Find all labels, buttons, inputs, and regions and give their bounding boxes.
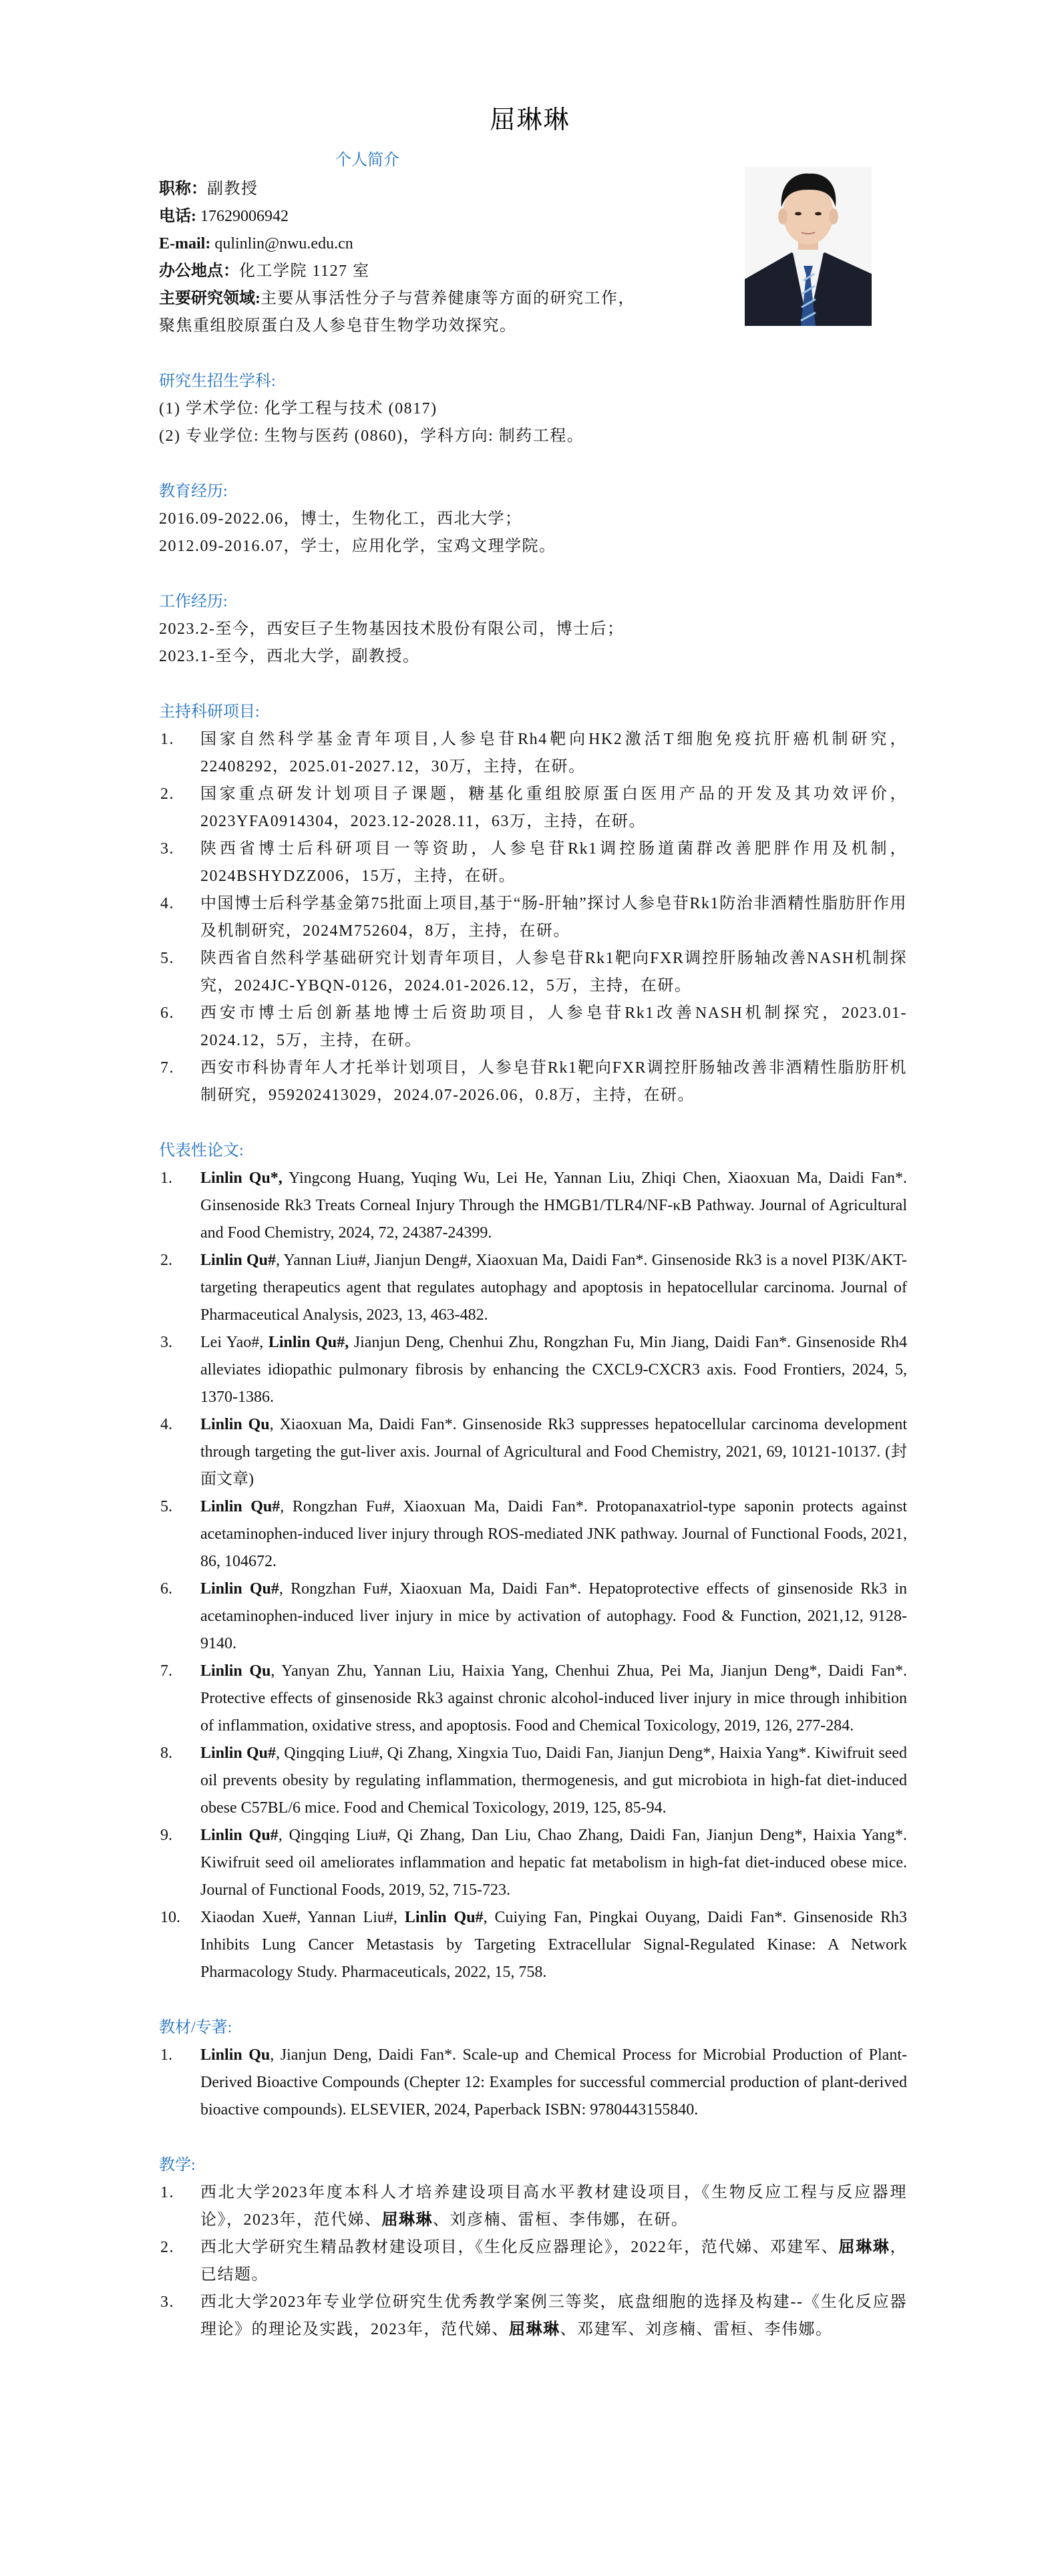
item-number: 6.: [160, 1580, 172, 1598]
item-text: 、刘彦楠、雷桓、李伟娜，在研。: [433, 2211, 689, 2229]
item-number: 6.: [160, 1004, 174, 1022]
item-text-pre: Xiaodan Xue#, Yannan Liu#,: [200, 1909, 405, 1926]
field-label: 职称：: [159, 180, 207, 198]
item-number: 2.: [160, 1252, 172, 1269]
item-text: Yingcong Huang, Yuqing Wu, Lei He, Yannan Liu, Zhiqi Chen, Xiaoxuan Ma, Daidi Fan*. Ginsenoside Rk3 Treats Corneal Injury Through the HMGB1/TLR4/NF-κB Pathway. Journal of Agricultural and Food Chemistry, 2024, 72, 24387-24399.: [200, 1169, 907, 1242]
item-number: 1.: [160, 731, 174, 748]
email-link[interactable]: qulinlin@nwu.edu.cn: [210, 235, 353, 252]
item-text: Jianjun Deng, Chenhui Zhu, Rongzhan Fu, Min Jiang, Daidi Fan*. Ginsenoside Rh4 alleviates idiopathic pulmonary fibrosis by enhancing the CXCL9-CXCR3 axis. Food Frontiers, 2024, 5, 1370-1386.: [200, 1334, 907, 1406]
item-number: 2.: [160, 2239, 174, 2256]
highlighted-author: Linlin Qu*,: [200, 1169, 283, 1187]
item-number: 7.: [160, 1662, 172, 1680]
item-number: 1.: [160, 1169, 172, 1187]
item-text: , Qingqing Liu#, Qi Zhang, Xingxia Tuo, Daidi Fan, Jianjun Deng*, Haixia Yang*. Kiwifruit seed oil prevents obesity by regulating inflammation, thermogenesis, and gut microbiota in high-fat diet-induced obese C57BL/6 mice. Food and Chemical Toxicology, 2019, 125, 85-94.: [200, 1744, 907, 1817]
field-office: [159, 258, 907, 285]
item-text: , Xiaoxuan Ma, Daidi Fan*. Ginsenoside Rk3 suppresses hepatocellular carcinoma development through targeting the gut-liver axis. Journal of Agricultural and Food Chemistry, 2021, 69, 10121-10137. (封面文章): [200, 1416, 907, 1488]
page-title: 屈琳琳: [490, 106, 570, 134]
item-text: , Yannan Liu#, Jianjun Deng#, Xiaoxuan Ma, Daidi Fan*. Ginsenoside Rk3 is a novel PI3K/AKT-targeting therapeutics agent that regulates autophagy and apoptosis in hepatocellular carcinoma. Journal of Pharmaceutical Analysis, 2023, 13, 463-482.: [200, 1252, 907, 1324]
highlighted-author: 屈琳琳: [381, 2211, 433, 2229]
field-label: 主要研究领域:: [159, 290, 260, 307]
field-phone: [159, 203, 907, 230]
project-item: [159, 890, 907, 945]
item-number: 1.: [160, 2046, 172, 2064]
item-number: 2.: [160, 785, 174, 803]
field-value: 主要从事活性分子与营养健康等方面的研究工作，: [260, 290, 635, 307]
item-text: ，已结题。: [200, 2239, 908, 2283]
highlighted-author: Linlin Qu#: [200, 1498, 281, 1515]
work-line: 2023.1-至今，西北大学，副教授。: [159, 648, 420, 665]
teaching-list: [159, 2179, 907, 2344]
item-text-pre: 西北大学2023年专业学位研究生优秀教学案例三等奖，底盘细胞的选择及构建--《生化反应器理论》的理论及实践，2023年，范代娣、: [200, 2293, 907, 2338]
education-line: 2012.09-2016.07，学士，应用化学，宝鸡文理学院。: [159, 538, 556, 555]
phone-value[interactable]: 17629006942: [196, 208, 289, 225]
highlighted-author: Linlin Qu#: [200, 1580, 279, 1598]
highlighted-author: 屈琳琳: [509, 2321, 560, 2338]
teaching-item: [159, 2179, 907, 2234]
item-text: , Rongzhan Fu#, Xiaoxuan Ma, Daidi Fan*. Hepatoprotective effects of ginsenoside Rk3 in acetaminophen-induced liver injury in mice by activation of autophagy. Food & Function, 2021,12, 9128-9140.: [200, 1580, 907, 1652]
intro-heading: 个人简介: [335, 152, 399, 169]
item-number: 8.: [160, 1744, 172, 1762]
admissions-line: (2) 专业学位: 生物与医药 (0860)，学科方向: 制药工程。: [159, 427, 584, 445]
paper-item: [159, 1493, 907, 1576]
project-item: [159, 945, 907, 1000]
item-text: , Rongzhan Fu#, Xiaoxuan Ma, Daidi Fan*. Protopanaxatriol-type saponin protects against acetaminophen-induced liver injury through ROS-mediated JNK pathway. Journal of Functional Foods, 2021, 86, 104672.: [200, 1498, 907, 1570]
item-text: 陕西省自然科学基础研究计划青年项目，人参皂苷Rk1靶向FXR调控肝肠轴改善NASH机制探究，2024JC-YBQN-0126，2024.01-2026.12，5万，主持，在研。: [200, 950, 907, 994]
book-item: [159, 2042, 907, 2124]
item-number: 10.: [160, 1909, 180, 1926]
item-number: 4.: [160, 1416, 172, 1433]
teaching-item: [159, 2234, 907, 2289]
intro-section: [159, 176, 907, 2344]
item-number: 3.: [160, 840, 174, 858]
field-label: 办公地点：: [159, 262, 239, 280]
field-label: 电话:: [159, 208, 196, 225]
item-number: 7.: [160, 1059, 174, 1077]
item-text: 中国博士后科学基金第75批面上项目,基于“肠-肝轴”探讨人参皂苷Rk1防治非酒精性脂肪肝作用及机制研究，2024M752604，8万，主持，在研。: [200, 895, 907, 940]
item-text-pre: Lei Yao#,: [200, 1334, 269, 1351]
paper-item: [159, 1904, 907, 1986]
project-item: [159, 1055, 907, 1109]
books-heading: 教材/专著:: [159, 2019, 232, 2036]
paper-item: [159, 1658, 907, 1740]
item-number: 5.: [160, 950, 174, 967]
item-text: , Cuiying Fan, Pingkai Ouyang, Daidi Fan*. Ginsenoside Rh3 Inhibits Lung Cancer Metastasis by Targeting Extracellular Signal-Regulated Kinase: A Network Pharmacology Study. Pharmaceuticals, 2022, 15, 758.: [200, 1909, 907, 1981]
paper-item: [159, 1822, 907, 1904]
papers-list: [159, 1165, 907, 1986]
field-value: 副教授: [207, 180, 258, 198]
project-item: [159, 1000, 907, 1055]
highlighted-author: Linlin Qu#: [200, 1744, 276, 1762]
item-text: 西安市博士后创新基地博士后资助项目，人参皂苷Rk1改善NASH机制探究，2023.01-2024.12，5万，主持，在研。: [200, 1004, 907, 1049]
projects-heading: 主持科研项目:: [159, 703, 260, 721]
highlighted-author: Linlin Qu#: [200, 1827, 279, 1844]
item-text: 西安市科协青年人才托举计划项目，人参皂苷Rk1靶向FXR调控肝肠轴改善非酒精性脂肪肝机制研究，959202413029，2024.07-2026.06，0.8万，主持，在研。: [200, 1059, 907, 1104]
paper-item: [159, 1165, 907, 1247]
admissions-heading: 研究生招生学科:: [159, 373, 276, 390]
field-label: E-mail:: [159, 235, 211, 252]
project-item: [159, 836, 907, 890]
project-item: [159, 781, 907, 836]
paper-item: [159, 1411, 907, 1493]
paper-item: [159, 1576, 907, 1658]
education-line: 2016.09-2022.06，博士，生物化工，西北大学；: [159, 510, 522, 528]
item-text: , Qingqing Liu#, Qi Zhang, Dan Liu, Chao Zhang, Daidi Fan, Jianjun Deng*, Haixia Yang*. Kiwifruit seed oil ameliorates inflammation and hepatic fat metabolism in high-fat diet-induced obese mice. Journal of Functional Foods, 2019, 52, 715-723.: [200, 1827, 907, 1899]
paper-item: [159, 1329, 907, 1411]
field-value: 化工学院 1127 室: [239, 262, 370, 280]
project-item: [159, 726, 907, 781]
paper-item: [159, 1740, 907, 1822]
item-text-pre: 西北大学2023年度本科人才培养建设项目高水平教材建设项目，《生物反应工程与反应器理论》，2023年，范代娣、: [200, 2184, 907, 2229]
item-number: 3.: [160, 1334, 172, 1351]
highlighted-author: Linlin Qu: [200, 1662, 271, 1680]
work-line: 2023.2-至今，西安巨子生物基因技术股份有限公司，博士后；: [159, 620, 625, 638]
item-text: , Yanyan Zhu, Yannan Liu, Haixia Yang, Chenhui Zhua, Pei Ma, Jianjun Deng*, Daidi Fan*. Protective effects of ginsenoside Rk3 against chronic alcohol-induced liver injury in mice through inhibition of inflammation, oxidative stress, and apoptosis. Food and Chemical Toxicology, 2019, 126, 277-284.: [200, 1662, 907, 1734]
teaching-item: [159, 2289, 907, 2344]
books-list: [159, 2042, 907, 2124]
paper-item: [159, 1247, 907, 1329]
papers-heading: 代表性论文:: [159, 1142, 244, 1159]
highlighted-author: Linlin Qu#: [200, 1252, 276, 1269]
education-heading: 教育经历:: [159, 483, 228, 500]
highlighted-author: Linlin Qu: [200, 1416, 270, 1433]
item-text: 陕西省博士后科研项目一等资助，人参皂苷Rk1调控肠道菌群改善肥胖作用及机制，2024BSHYDZZ006，15万，主持，在研。: [200, 840, 907, 885]
projects-list: [159, 726, 907, 1109]
item-number: 9.: [160, 1827, 172, 1844]
work-heading: 工作经历:: [159, 593, 228, 610]
field-research: [159, 285, 907, 313]
admissions-line: (1) 学术学位: 化学工程与技术 (0817): [159, 400, 437, 417]
item-number: 5.: [160, 1498, 172, 1515]
item-number: 1.: [160, 2184, 174, 2201]
research-continued: 聚焦重组胶原蛋白及人参皂苷生物学功效探究。: [159, 317, 517, 335]
teaching-heading: 教学:: [159, 2157, 196, 2174]
item-text: , Jianjun Deng, Daidi Fan*. Scale-up and Chemical Process for Microbial Production of Plant-Derived Bioactive Compounds (Chepter 12: Examples for successful commercial production of plant-derived bioactive compounds). ELSEVIER, 2024, Paperback ISBN: 9780443155840.: [200, 2046, 907, 2119]
highlighted-author: 屈琳琳: [838, 2239, 890, 2256]
item-text: 、邓建军、刘彦楠、雷桓、李伟娜。: [560, 2321, 833, 2338]
highlighted-author: Linlin Qu#: [404, 1909, 484, 1926]
field-email: [159, 230, 907, 258]
field-title: [159, 176, 907, 203]
item-number: 3.: [160, 2293, 174, 2311]
highlighted-author: Linlin Qu: [200, 2046, 271, 2064]
item-text-pre: 西北大学研究生精品教材建设项目，《生化反应器理论》，2022年，范代娣、邓建军、: [200, 2239, 839, 2256]
item-text: 国家重点研发计划项目子课题，糖基化重组胶原蛋白医用产品的开发及其功效评价，2023YFA0914304，2023.12-2028.11，63万，主持，在研。: [200, 785, 907, 830]
item-number: 4.: [160, 895, 174, 912]
highlighted-author: Linlin Qu#,: [268, 1334, 349, 1351]
item-text: 国家自然科学基金青年项目,人参皂苷Rh4靶向HK2激活T细胞免疫抗肝癌机制研究，22408292，2025.01-2027.12，30万，主持，在研。: [200, 731, 907, 775]
